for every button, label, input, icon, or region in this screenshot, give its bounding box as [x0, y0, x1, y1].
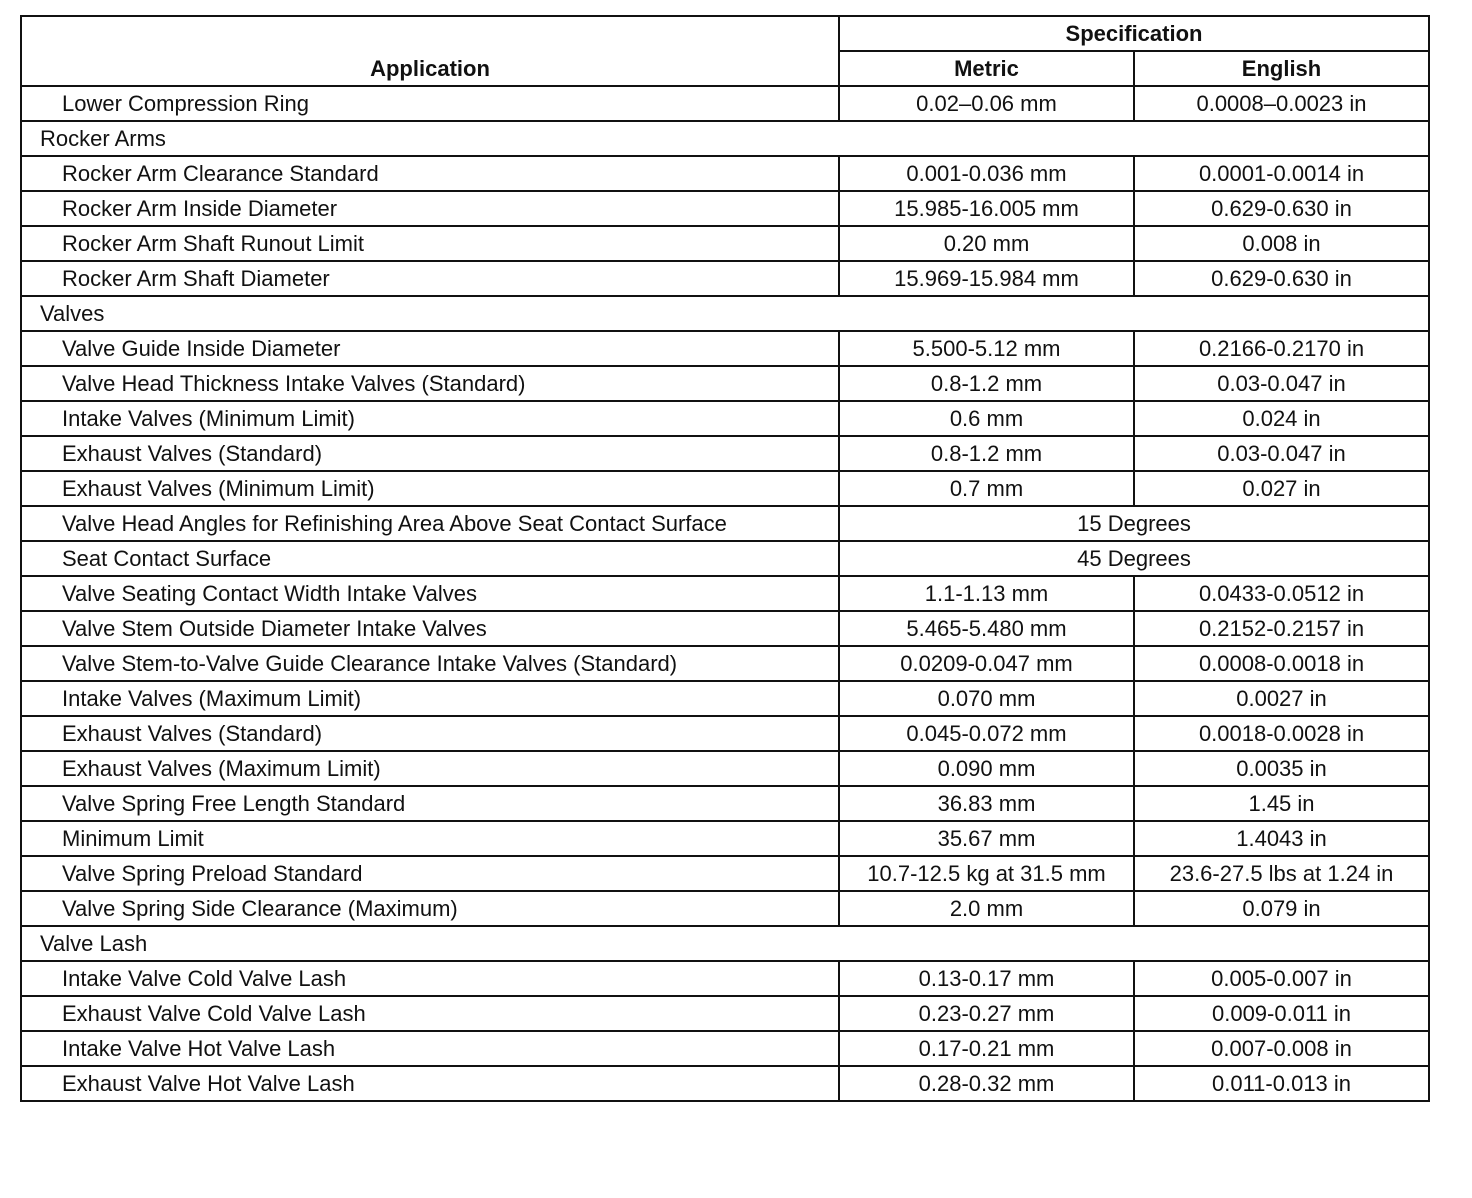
application-cell: Exhaust Valves (Standard)	[21, 716, 839, 751]
metric-cell: 0.20 mm	[839, 226, 1134, 261]
application-cell: Exhaust Valves (Standard)	[21, 436, 839, 471]
metric-cell: 35.67 mm	[839, 821, 1134, 856]
application-cell: Valve Spring Free Length Standard	[21, 786, 839, 821]
metric-cell: 0.8-1.2 mm	[839, 436, 1134, 471]
application-cell: Intake Valves (Minimum Limit)	[21, 401, 839, 436]
table-row	[21, 681, 1429, 716]
application-cell: Seat Contact Surface	[21, 541, 839, 576]
application-cell: Rocker Arm Shaft Diameter	[21, 261, 839, 296]
application-cell: Exhaust Valves (Minimum Limit)	[21, 471, 839, 506]
english-cell: 0.005-0.007 in	[1134, 961, 1429, 996]
application-cell: Intake Valves (Maximum Limit)	[21, 681, 839, 716]
english-cell: 0.024 in	[1134, 401, 1429, 436]
table-row	[21, 1066, 1429, 1101]
metric-cell: 10.7-12.5 kg at 31.5 mm	[839, 856, 1134, 891]
english-cell: 0.2166-0.2170 in	[1134, 331, 1429, 366]
application-cell: Rocker Arm Inside Diameter	[21, 191, 839, 226]
application-cell: Valve Stem Outside Diameter Intake Valves	[21, 611, 839, 646]
application-cell: Valve Head Thickness Intake Valves (Standard)	[21, 366, 839, 401]
table-row	[21, 821, 1429, 856]
english-cell: 0.0018-0.0028 in	[1134, 716, 1429, 751]
application-cell: Intake Valve Cold Valve Lash	[21, 961, 839, 996]
metric-cell: 0.0209-0.047 mm	[839, 646, 1134, 681]
table-row	[21, 996, 1429, 1031]
application-cell: Rocker Arm Shaft Runout Limit	[21, 226, 839, 261]
table-row	[21, 156, 1429, 191]
english-cell: 1.4043 in	[1134, 821, 1429, 856]
metric-header: Metric	[839, 51, 1134, 86]
table-header	[21, 16, 1429, 86]
application-cell: Valve Guide Inside Diameter	[21, 331, 839, 366]
table-row	[21, 401, 1429, 436]
section-row	[21, 926, 1429, 961]
english-cell: 0.0001-0.0014 in	[1134, 156, 1429, 191]
application-cell: Exhaust Valve Hot Valve Lash	[21, 1066, 839, 1101]
metric-cell: 0.001-0.036 mm	[839, 156, 1134, 191]
english-cell: 23.6-27.5 lbs at 1.24 in	[1134, 856, 1429, 891]
application-cell: Valve Head Angles for Refinishing Area Above Seat Contact Surface	[21, 506, 839, 541]
english-cell: 0.0027 in	[1134, 681, 1429, 716]
english-cell: 0.0008–0.0023 in	[1134, 86, 1429, 121]
application-cell: Valve Seating Contact Width Intake Valves	[21, 576, 839, 611]
english-cell: 0.0433-0.0512 in	[1134, 576, 1429, 611]
metric-cell: 0.6 mm	[839, 401, 1134, 436]
table-row	[21, 891, 1429, 926]
metric-cell: 1.1-1.13 mm	[839, 576, 1134, 611]
table-row	[21, 226, 1429, 261]
metric-cell: 0.28-0.32 mm	[839, 1066, 1134, 1101]
english-cell: 0.03-0.047 in	[1134, 436, 1429, 471]
section-heading: Rocker Arms	[21, 121, 1429, 156]
english-cell: 0.629-0.630 in	[1134, 261, 1429, 296]
table-row	[21, 576, 1429, 611]
metric-cell: 0.8-1.2 mm	[839, 366, 1134, 401]
table-row	[21, 86, 1429, 121]
english-cell: 0.011-0.013 in	[1134, 1066, 1429, 1101]
table-row	[21, 261, 1429, 296]
english-cell: 0.629-0.630 in	[1134, 191, 1429, 226]
english-cell: 0.2152-0.2157 in	[1134, 611, 1429, 646]
application-cell: Exhaust Valve Cold Valve Lash	[21, 996, 839, 1031]
specification-header: Specification	[839, 16, 1429, 51]
english-cell: 0.008 in	[1134, 226, 1429, 261]
table-row	[21, 366, 1429, 401]
table-row	[21, 856, 1429, 891]
table-row	[21, 716, 1429, 751]
metric-cell: 0.02–0.06 mm	[839, 86, 1134, 121]
application-cell: Valve Stem-to-Valve Guide Clearance Intake Valves (Standard)	[21, 646, 839, 681]
table-row	[21, 506, 1429, 541]
english-cell: 0.0008-0.0018 in	[1134, 646, 1429, 681]
metric-cell: 36.83 mm	[839, 786, 1134, 821]
application-cell: Intake Valve Hot Valve Lash	[21, 1031, 839, 1066]
metric-cell: 0.070 mm	[839, 681, 1134, 716]
table-row	[21, 541, 1429, 576]
metric-cell: 0.045-0.072 mm	[839, 716, 1134, 751]
metric-cell: 15.969-15.984 mm	[839, 261, 1134, 296]
metric-cell: 15.985-16.005 mm	[839, 191, 1134, 226]
metric-cell: 0.17-0.21 mm	[839, 1031, 1134, 1066]
table-row	[21, 191, 1429, 226]
table-row	[21, 1031, 1429, 1066]
table-body	[21, 86, 1429, 1101]
english-header: English	[1134, 51, 1429, 86]
application-header: Application	[21, 16, 839, 86]
section-heading: Valves	[21, 296, 1429, 331]
english-cell: 0.0035 in	[1134, 751, 1429, 786]
specification-table	[20, 15, 1430, 1102]
section-row	[21, 121, 1429, 156]
metric-cell: 0.23-0.27 mm	[839, 996, 1134, 1031]
specification-cell: 45 Degrees	[839, 541, 1429, 576]
metric-cell: 0.7 mm	[839, 471, 1134, 506]
application-cell: Lower Compression Ring	[21, 86, 839, 121]
table-row	[21, 751, 1429, 786]
metric-cell: 2.0 mm	[839, 891, 1134, 926]
header-row-top	[21, 16, 1429, 51]
metric-cell: 0.090 mm	[839, 751, 1134, 786]
english-cell: 0.079 in	[1134, 891, 1429, 926]
application-cell: Valve Spring Preload Standard	[21, 856, 839, 891]
metric-cell: 5.465-5.480 mm	[839, 611, 1134, 646]
english-cell: 0.007-0.008 in	[1134, 1031, 1429, 1066]
application-cell: Valve Spring Side Clearance (Maximum)	[21, 891, 839, 926]
specification-cell: 15 Degrees	[839, 506, 1429, 541]
english-cell: 1.45 in	[1134, 786, 1429, 821]
table-row	[21, 331, 1429, 366]
table-row	[21, 611, 1429, 646]
section-row	[21, 296, 1429, 331]
application-cell: Minimum Limit	[21, 821, 839, 856]
application-cell: Rocker Arm Clearance Standard	[21, 156, 839, 191]
metric-cell: 0.13-0.17 mm	[839, 961, 1134, 996]
section-heading: Valve Lash	[21, 926, 1429, 961]
table-row	[21, 786, 1429, 821]
table-row	[21, 436, 1429, 471]
application-cell: Exhaust Valves (Maximum Limit)	[21, 751, 839, 786]
english-cell: 0.009-0.011 in	[1134, 996, 1429, 1031]
metric-cell: 5.500-5.12 mm	[839, 331, 1134, 366]
english-cell: 0.03-0.047 in	[1134, 366, 1429, 401]
english-cell: 0.027 in	[1134, 471, 1429, 506]
table-row	[21, 471, 1429, 506]
table-row	[21, 961, 1429, 996]
table-row	[21, 646, 1429, 681]
